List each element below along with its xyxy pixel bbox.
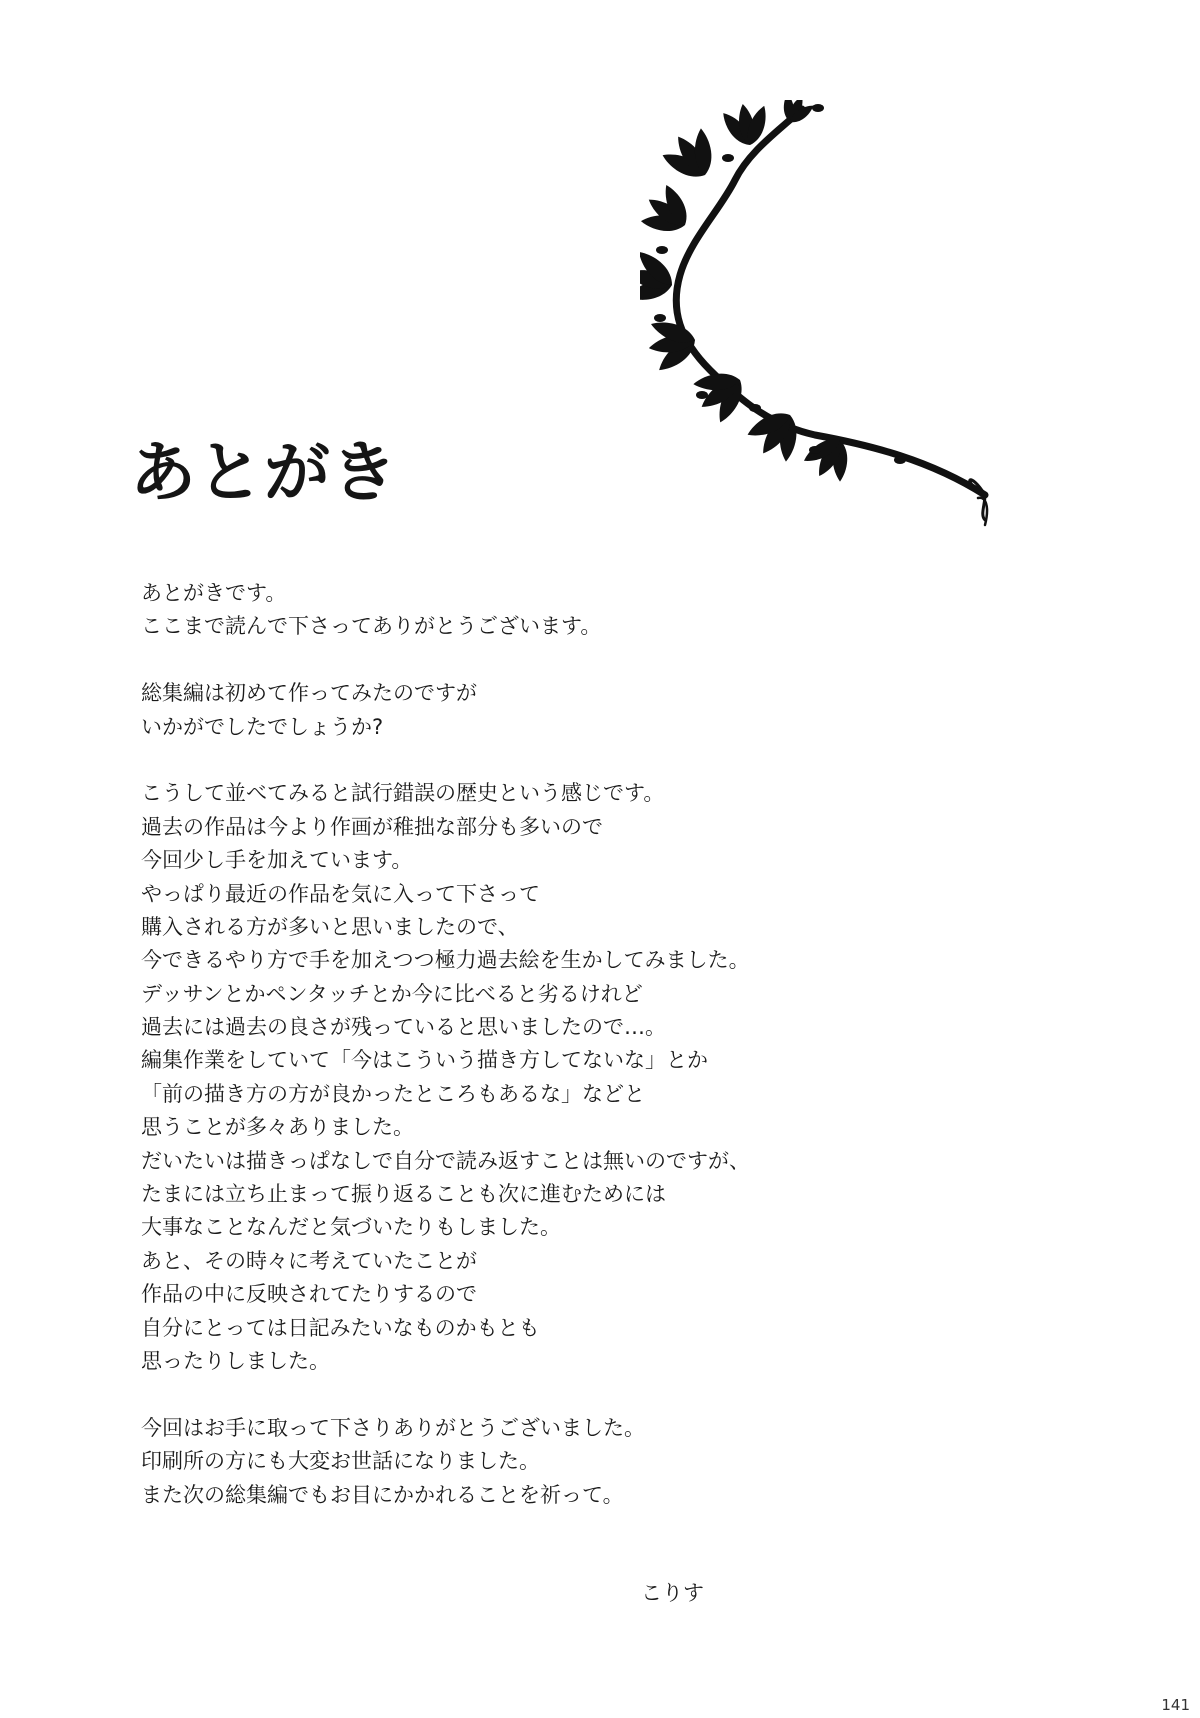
text-line: 「前の描き方の方が良かったところもあるな」などと (141, 1081, 645, 1106)
text-line: また次の総集編でもお目にかかれることを祈って。 (141, 1482, 624, 1507)
text-line: 大事なことなんだと気づいたりもしました。 (141, 1215, 561, 1240)
afterword-body (141, 577, 841, 1512)
text-line: たまには立ち止まって振り返ることも次に進むためには (141, 1182, 666, 1207)
text-line: こうして並べてみると試行錯誤の歴史という感じです。 (141, 781, 665, 806)
text-line: 総集編は初めて作ってみたのですが (141, 681, 477, 706)
text-line: 購入される方が多いと思いましたので、 (141, 914, 519, 939)
text-line: あと、その時々に考えていたことが (141, 1248, 477, 1273)
text-line: 過去には過去の良さが残っていると思いましたので…。 (141, 1015, 666, 1040)
text-line: 思ったりしました。 (141, 1348, 330, 1373)
text-line: いかがでしたでしょうか? (141, 714, 384, 739)
text-line: ここまで読んで下さってありがとうございます。 (141, 614, 602, 639)
text-line: 自分にとっては日記みたいなものかもとも (141, 1315, 540, 1340)
text-line: 今できるやり方で手を加えつつ極力過去絵を生かしてみました。 (141, 948, 750, 973)
author-signature: こりす (641, 1581, 704, 1605)
paragraph-reflection (141, 777, 841, 1378)
paragraph-question (141, 677, 841, 744)
text-line: 思うことが多々ありました。 (141, 1115, 414, 1140)
text-line: デッサンとかペンタッチとか今に比べると劣るけれど (141, 981, 643, 1006)
text-line: 過去の作品は今より作画が稚拙な部分も多いので (141, 814, 603, 839)
text-line: やっぱり最近の作品を気に入って下さって (141, 881, 540, 906)
text-line: 作品の中に反映されてたりするので (141, 1282, 477, 1307)
page-number: 141 (1161, 1696, 1190, 1714)
paragraph-greeting (141, 577, 841, 644)
text-line: 今回少し手を加えています。 (141, 848, 413, 873)
leafy-branch-icon (640, 100, 1090, 580)
text-line: だいたいは描きっぱなしで自分で読み返すことは無いのですが、 (141, 1148, 750, 1173)
text-line: 編集作業をしていて「今はこういう描き方してないな」とか (141, 1048, 708, 1073)
text-line: あとがきです。 (141, 581, 287, 605)
text-line: 今回はお手に取って下さりありがとうございました。 (141, 1415, 645, 1440)
text-line: 印刷所の方にも大変お世話になりました。 (141, 1449, 540, 1474)
paragraph-thanks (141, 1412, 841, 1512)
page-title: あとがき (130, 434, 398, 511)
